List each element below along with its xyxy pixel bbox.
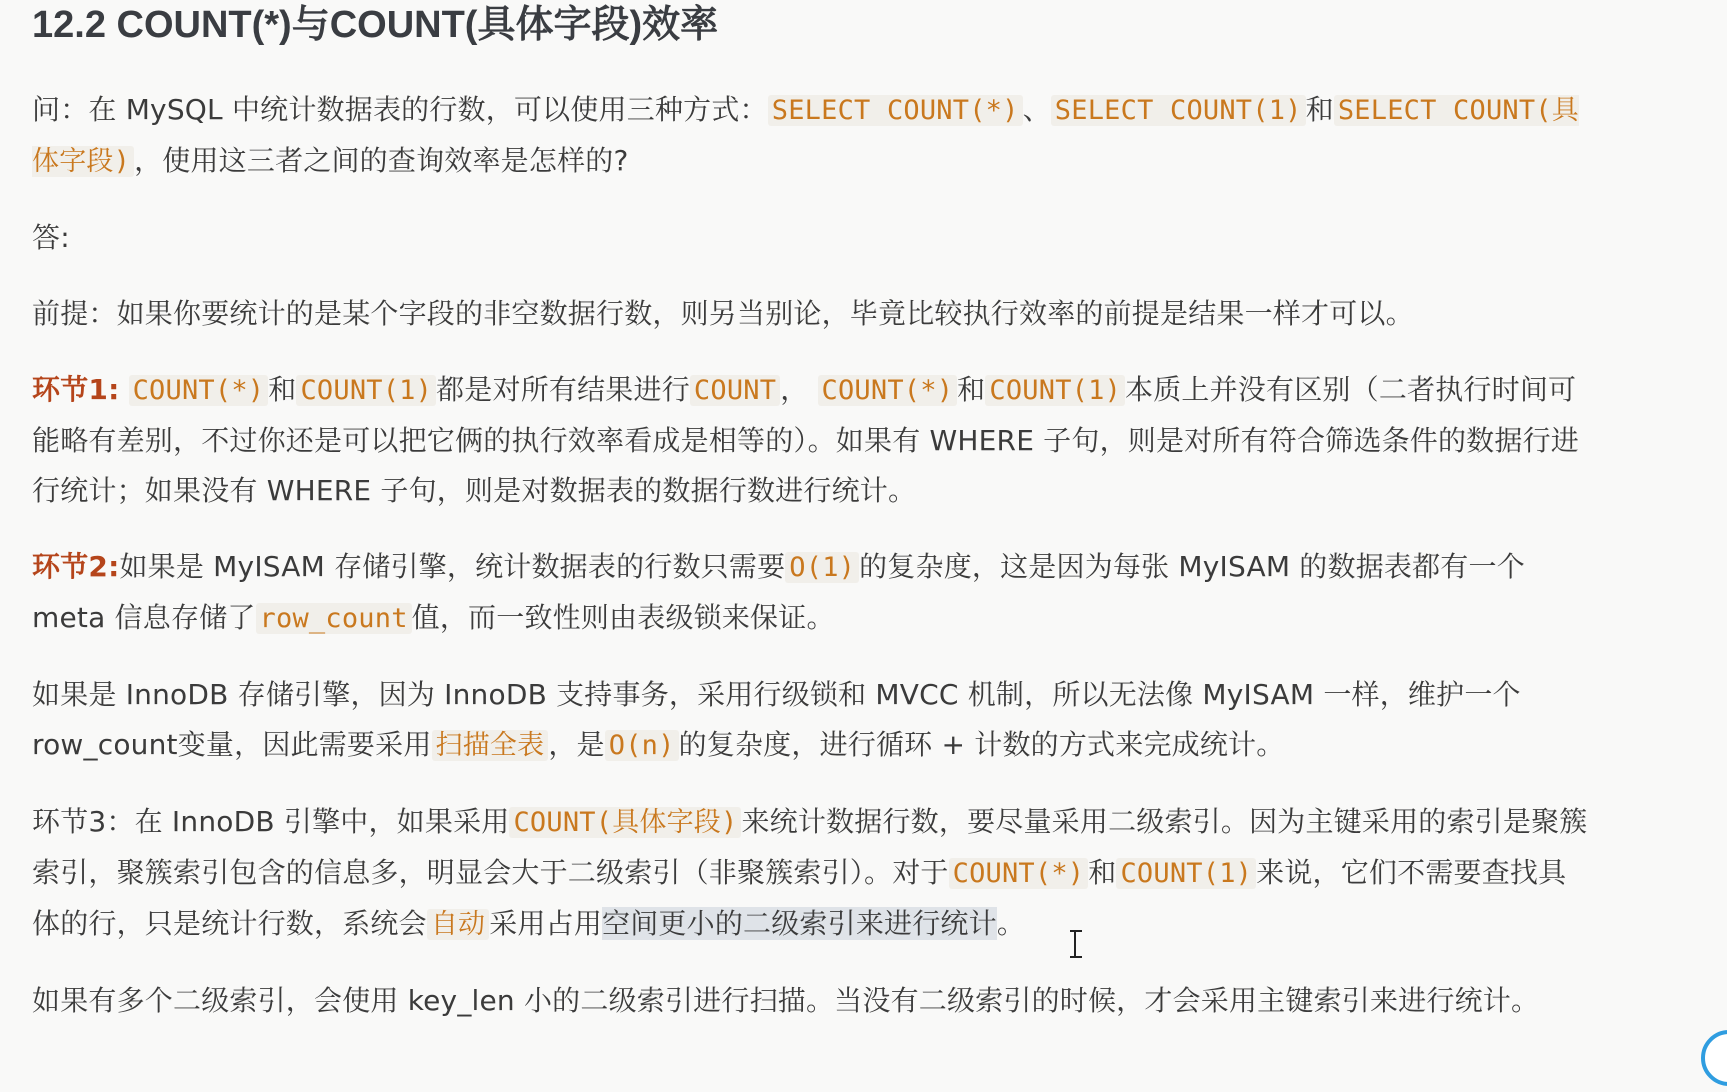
inline-code: COUNT(*) xyxy=(818,375,958,406)
step1-text: 都是对所有结果进行 xyxy=(436,373,690,406)
inline-code: SELECT COUNT(*) xyxy=(768,95,1023,126)
step1-paragraph xyxy=(32,365,1592,516)
innodb-text: 的复杂度，进行循环 + 计数的方式来完成统计。 xyxy=(678,728,1285,761)
inline-code: SELECT COUNT(1) xyxy=(1051,95,1306,126)
inline-code: COUNT(1) xyxy=(985,375,1125,406)
question-text: 问：在 MySQL 中统计数据表的行数，可以使用三种方式： xyxy=(32,93,768,126)
step-label: 环节2: xyxy=(32,550,120,583)
step3-text: 来说，它们不需要查找具体的行，只是统计行数，系统会 xyxy=(32,856,1567,940)
innodb-text: ，是 xyxy=(548,728,605,761)
inline-code: SELECT COUNT(具体字段) xyxy=(32,95,1579,177)
inline-code: COUNT(*) xyxy=(949,858,1089,889)
inline-code: COUNT xyxy=(690,375,780,406)
step2-paragraph xyxy=(32,542,1592,644)
inline-code: COUNT(1) xyxy=(296,375,436,406)
last-paragraph: 如果有多个二级索引，会使用 key_len 小的二级索引进行扫描。当没有二级索引的时候，才会采用主键索引来进行统计。 xyxy=(32,984,1540,1017)
premise-paragraph: 前提：如果你要统计的是某个字段的非空数据行数，则另当别论，毕竟比较执行效率的前提是结果一样才可以。 xyxy=(32,297,1414,330)
step2-text: 值，而一致性则由表级锁来保证。 xyxy=(411,601,835,634)
step1-text: 本质上并没有区别（二者执行时间可能略有差别，不过你还是可以把它俩的执行效率看成是相等的）。如果有 WHERE 子句，则是对所有符合筛选条件的数据行进行统计；如果没有 WHERE 子句，则是对数据表的数据行数进行统计。 xyxy=(32,373,1579,507)
step3-text: 环节3：在 InnoDB 引擎中，如果采用 xyxy=(32,805,510,838)
question-paragraph xyxy=(32,85,1592,187)
inline-code: 自动 xyxy=(427,909,489,940)
step3-paragraph xyxy=(32,797,1592,950)
step1-text: 和 xyxy=(268,373,297,406)
step3-text: 。 xyxy=(996,907,1026,940)
question-text: 、 xyxy=(1022,93,1051,126)
question-text: ，使用这三者之间的查询效率是怎样的? xyxy=(134,144,629,177)
answer-label: 答: xyxy=(32,221,70,254)
document-body xyxy=(32,0,1592,1026)
question-text: 和 xyxy=(1305,93,1334,126)
step3-text: 采用占用 xyxy=(489,907,603,940)
step2-text: 的复杂度，这是因为每张 MyISAM 的数据表都有一个 meta 信息存储了 xyxy=(32,550,1525,634)
inline-code: 扫描全表 xyxy=(432,730,549,761)
innodb-text: 如果是 InnoDB 存储引擎，因为 InnoDB 支持事务，采用行级锁和 MVCC 机制，所以无法像 MyISAM 一样，维护一个row_count变量，因此需要采用 xyxy=(32,678,1521,761)
text-cursor-icon xyxy=(1074,930,1079,958)
inline-code: COUNT(具体字段) xyxy=(509,807,741,838)
inline-code: COUNT(1) xyxy=(1116,858,1256,889)
step3-text: 来统计数据行数，要尽量采用二级索引。因为主键采用的索引是聚簇索引，聚簇索引包含的信息多，明显会大于二级索引（非聚簇索引）。对于 xyxy=(32,805,1588,889)
step2-text: 如果是 MyISAM 存储引擎，统计数据表的行数只需要 xyxy=(119,550,786,583)
innodb-paragraph xyxy=(32,670,1592,771)
step3-text: 和 xyxy=(1088,856,1117,889)
step1-text: 和 xyxy=(957,373,986,406)
inline-code: O(1) xyxy=(785,552,859,583)
inline-code: O(n) xyxy=(605,730,679,761)
inline-code: row_count xyxy=(256,603,412,634)
step1-text: ， xyxy=(780,373,809,406)
floating-button[interactable] xyxy=(1701,1030,1727,1086)
text-selection[interactable]: 空间更小的二级索引来进行统计 xyxy=(602,907,997,940)
section-title: 12.2 COUNT(*)与COUNT(具体字段)效率 xyxy=(32,4,719,46)
inline-code: COUNT(*) xyxy=(129,375,269,406)
step-label: 环节1: xyxy=(32,373,120,406)
